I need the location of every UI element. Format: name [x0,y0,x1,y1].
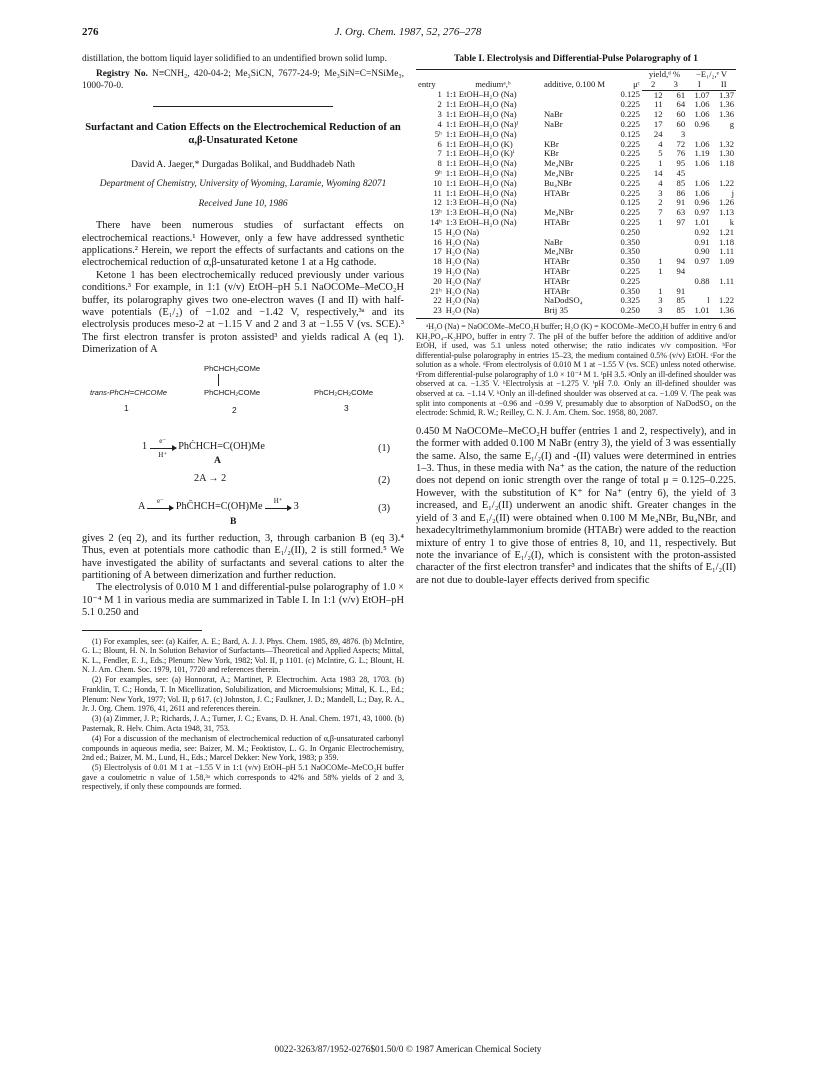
cell-eI: 0.97 [694,207,710,218]
cell-eII: 1.11 [719,246,734,257]
cell-additive: HTABr [543,256,570,267]
cell-medium: 1:1 EtOH–H₂O (K)ⁱ [445,148,515,159]
cell-eII: 1.32 [718,138,734,149]
cell-additive: KBr [543,138,559,149]
cell-eII: 1.30 [718,148,734,159]
cell-y2: 1 [658,285,663,296]
eq3-number: (3) [378,502,390,514]
previous-article-tail: distillation, the bottom liquid layer solidified to an undentified brown solid lump. [82,54,387,64]
compound-number-2: 2 [232,404,237,415]
cell-medium: H₂O (Na)ᶠ [445,275,481,286]
cell-additive: Me₄NBr [543,158,574,169]
cell-eI: 1.06 [694,99,710,110]
cell-entry: 22 [433,295,442,306]
cell-entry: 15 [433,226,442,237]
cell-entry: 20 [433,275,442,286]
footnotes [82,637,404,793]
cell-y3: 91 [676,197,686,208]
col-entry: entry [416,70,444,91]
eq1-label-A: A [214,454,221,466]
cell-mu: 0.325 [620,295,640,306]
equation-1 [82,436,404,467]
journal-citation: J. Org. Chem. 1987, 52, 276–278 [334,26,482,38]
cell-y3: 3 [680,128,686,139]
cell-eII: 1.36 [712,306,736,318]
cell-entry: 12 [433,197,442,208]
cell-y3 [665,238,688,248]
cell-y2: 17 [653,118,663,129]
cell-entry: 19 [433,265,442,276]
col-e-I: I [687,80,711,90]
cell-eII: k [729,216,734,227]
cell-medium: 1:3 EtOH–H₂O (Na) [445,197,517,208]
cell-eII: 1.36 [718,99,734,110]
cell-entry: 11 [433,187,442,198]
cell-medium: 1:1 EtOH–H₂O (Na) [445,89,517,100]
cell-medium: H₂O (Na) [445,236,480,247]
cell-y3: 63 [676,207,686,218]
cell-mu: 0.125 [620,89,640,100]
eq2-number: (2) [378,474,390,486]
cell-mu: 0.225 [620,216,640,227]
cell-medium: H₂O (Na) [445,295,480,306]
cell-additive: Me₄NBr [543,207,574,218]
col-yield-3: 3 [665,80,688,90]
cell-medium: 1:1 EtOH–H₂O (Na) [445,167,517,178]
col-yield: yield,ᵈ % [642,70,687,80]
cell-y3: 91 [676,285,686,296]
registry-label: Registry No. [96,69,148,80]
cell-additive: HTABr [543,275,570,286]
cell-additive: KBr [543,148,559,159]
cell-medium: 1:1 EtOH–H₂O (K) [445,138,513,149]
cell-eII: 1.18 [718,158,734,169]
cell-mu: 0.225 [620,109,640,120]
cell-additive: HTABr [543,265,570,276]
cell-y2: 14 [653,167,663,178]
cell-medium: 1:1 EtOH–H₂O (Na) [445,187,517,198]
cell-mu: 0.225 [620,118,640,129]
footnote-3: (3) (a) Zimmer, J. P.; Richards, J. A.; Turner, J. C.; Evans, D. H. Anal. Chem. 1971, 43, 1000. (b) Pasternak, R. Helv. Chim. Acta 1948, 31, 753. [82,714,404,733]
cell-additive: Bu₄NBr [543,177,572,188]
cell-y3: 95 [676,158,686,169]
cell-y2 [642,228,665,238]
cell-eII: 1.13 [718,207,734,218]
structure-dimer-bottom: PhCHCH₂COMe [204,387,261,397]
cell-entry: 14ʰ [430,216,442,227]
structure-1: trans-PhCH=CHCOMe [90,387,168,397]
cell-eI: 1.06 [694,187,710,198]
footnote-4: (4) For a discussion of the mechanism of electrochemical reduction of α,β-unsaturated carbonyl compounds in aqueous media, see: Baizer, M. M.; Feoktistov, L. G. In Organic Electrochemistry, 2nd ed.; Baizer, M. M., Lund, H., Eds.; Marcel Dekker: New York, 1983; p 359. [82,733,404,763]
cell-y3: 86 [676,187,686,198]
cell-mu: 0.225 [620,207,640,218]
cell-mu: 0.225 [620,138,640,149]
cell-medium: H₂O (Na) [445,265,480,276]
cell-y2 [642,238,665,248]
cell-eI: 1.06 [694,158,710,169]
cell-entry: 23 [416,306,444,318]
cell-eI: 0.88 [694,275,710,286]
eq3-arrow-1: e⁻ [147,502,173,509]
cell-y2: 3 [642,306,665,318]
col-medium: mediumᵃ,ᵇ [444,70,542,91]
article-separator [153,106,333,107]
cell-y2: 12 [653,109,663,120]
registry-text: N≡CNH₂, 420-04-2; Me₃SiCN, 7677-24-9; Me₃SiN=C=NSiMe₃, 1000-70-0. [82,69,404,91]
table-row [416,306,736,318]
cell-additive [542,90,612,100]
cell-medium: 1:1 EtOH–H₂O (Na) [445,109,517,120]
eq1-reactant: 1 [142,440,148,452]
cell-additive: NaBr [543,236,563,247]
eq1-arrow: $\frac{e^-}{H^+}$ [150,442,176,449]
received-date: Received June 10, 1986 [198,198,288,209]
cell-mu: 0.225 [620,148,640,159]
results-table [416,69,736,319]
cell-y3: 45 [676,167,686,178]
cell-mu: 0.225 [620,275,640,286]
cell-eII: 1.09 [718,256,734,267]
eq3-reactant: A [138,500,145,512]
cell-entry: 13ʰ [430,207,442,218]
cell-medium: 1:3 EtOH–H₂O (Na) [445,207,517,218]
compound-number-3: 3 [344,402,349,413]
cell-medium: H₂O (Na) [445,256,480,267]
cell-y2: 3 [658,187,663,198]
eq2-body: 2A → 2 [194,472,227,484]
cell-y2: 1 [658,158,663,169]
table-title: Table I. Electrolysis and Differential-Pulse Polarography of 1 [454,54,698,64]
cell-eI: 1.06 [694,177,710,188]
page-footer: 0022-3263/87/1952-0276$01.50/0 © 1987 American Chemical Society [274,1045,542,1055]
cell-y2: 1 [658,265,663,276]
right-column [416,54,736,587]
cell-mu: 0.125 [620,128,640,139]
cell-additive: HTABr [543,187,570,198]
cell-mu: 0.225 [620,177,640,188]
cell-additive: HTABr [543,285,570,296]
cell-eI: 1.19 [694,148,710,159]
cell-medium: H₂O (Na) [445,246,480,257]
cell-eII: 1.21 [718,226,734,237]
cell-eII: 1.11 [719,275,734,286]
cell-y3: 85 [665,306,688,318]
article-authors: David A. Jaeger,* Durgadas Bolikal, and Buddhadeb Nath [131,159,355,171]
cell-mu: 0.225 [620,158,640,169]
cell-additive: NaBr [543,118,563,129]
cell-entry: 3 [437,109,442,120]
cell-y3: 94 [676,256,686,267]
cell-medium: H₂O (Na) [444,306,542,318]
cell-mu: 0.225 [620,187,640,198]
footnote-1: (1) For examples, see: (a) Kaifer, A. E.; Bard, A. J. J. Phys. Chem. 1985, 89, 4876. (b) McIntire, G. L.; Blount, H. N. In Solution Behavior of Surfactants—Theoretical and Applied Aspects; Mittal, K. L., Fendler, E. J., Eds.; Plenum: New York, 1982; Vol. II, p 1101. (c) McIntire, G. L.; Blount, H. N. J. Am. Chem. Soc. 1979, 101, 7720 and references therein. [82,636,404,675]
cell-additive: HTABr [543,216,570,227]
body-paragraph-5: 0.450 M NaOCOMe–MeCO₂H buffer (entries 1 and 2, respectively), and in the former with added 0.100 M NaBr (entry 3), the yield of 3 was essentially the same. Also, the same E₁/₂(I) and -(II) values were determined in entries 1–3. Thus, in these media with Na⁺ as the cation, the nature of the reduction does not depend on ionic strength over the range of total μ = 0.125–0.225. However, with the substitution of K⁺ for Na⁺ (entry 6), the yield of 3 increased, and E₁/₂(II) underwent an anodic shift. Greater changes in the yield of 3 and E₁/₂(II) were obtained when 0.100 M Me₄NBr, Bu₄NBr, and hexadecyltrimethylammonium bromide (HTABr) were added to the reaction mixture of entry 1 to give those of entries 8, 10, and 11, respectively. But note the invariance of E₁/₂(I), which is consistent with the proton-assisted character of the first electron transfer³ and indicates that the shifts of E₁/₂(II) are not due to double-layer effects derived from specific [416,425,736,586]
body-paragraph-4: The electrolysis of 0.010 M 1 and differential-pulse polarography of 1.0 × 10⁻⁴ M 1 in various media are summarized in Table I. In 1:1 (v/v) EtOH–pH 5.1 0.250 and [82,582,404,619]
cell-y3: 72 [676,138,686,149]
cell-mu: 0.350 [620,256,640,267]
cell-mu: 0.225 [620,167,640,178]
cell-eI: 1.06 [694,109,710,120]
eq1-number: (1) [378,442,390,454]
eq1-product: PhĊHCH=C(OH)Me [178,440,265,452]
cell-y2: 3 [658,295,663,306]
cell-mu: 0.350 [620,236,640,247]
footnote-2: (2) For examples, see: (a) Honnorat, A.; Martinet, P. Electrochim. Acta 1983 28, 1703. (b) Franklin, T. C.; Honda, T. In Micellization, Solubilization, and Microemulsions; Mittal, K. L., Ed.; Plenum: New York, 1977; Vol. II, p 617. (c) Johnston, J. C.; Faulkner, J. D.; Mandell, L.; Day, R. A., Jr. J. Org. Chem. 1976, 41, 2611 and references therein. [82,675,404,714]
cell-entry: 4 [437,118,442,129]
col-e-II: II [712,80,736,90]
cell-y2: 4 [658,138,663,149]
registry-numbers [82,69,404,92]
body-paragraph-3: gives 2 (eq 2), and its further reduction, 3, through carbanion B (eq 3).⁴ Thus, even at potentials more cathodic than E₁/₂(II), 2 is still formed.⁵ We have investigated the ability of surfactants and several cations to alter the partitioning of A between dimerization and further reduction. [82,532,404,581]
cell-eII: 1.22 [718,177,734,188]
body-paragraph-1: There have been numerous studies of surfactant effects on electrochemical reactions.¹ However, only a few have addressed synthetic applications.² Herein, we report the effects of surfactants and cations on the electrochemical reduction of α,β-unsaturated ketone 1 at a Hg cathode. [82,220,404,269]
article-affiliation: Department of Chemistry, University of Wyoming, Laramie, Wyoming 82071 [99,178,387,189]
cell-y3: 85 [676,177,686,188]
running-header [82,26,734,42]
cell-medium: H₂O (Na) [445,226,480,237]
cell-eI: 0.96 [694,197,710,208]
cell-y2: 2 [658,197,663,208]
cell-entry: 8 [437,158,442,169]
cell-entry: 1 [437,89,442,100]
cell-eI: 1.06 [694,138,710,149]
cell-eI: 0.91 [694,236,710,247]
cell-additive: NaBr [543,109,563,120]
cell-mu: 0.250 [612,306,642,318]
cell-medium: 1:1 EtOH–H₂O (Na) [445,128,517,139]
cell-y2: 7 [658,207,663,218]
equation-2 [82,473,404,491]
cell-entry: 6 [437,138,442,149]
cell-y2: 5 [658,148,663,159]
article-title: Surfactant and Cation Effects on the Electrochemical Reduction of an α,β-Unsaturated Ketone [85,122,401,147]
eq3-product: 3 [293,500,299,512]
cell-y3: 97 [676,216,686,227]
cell-medium: 1:1 EtOH–H₂O (Na) [445,158,517,169]
table-footnotes: ᵃH₂O (Na) = NaOCOMe–MeCO₂H buffer; H₂O (K) = KOCOMe–MeCO₂H buffer in entry 6 and KH₂PO₄–K₂HPO₄ buffer in entry 7. The pH of the buffer before the addition of additive and/or EtOH, if used, was 5.1 unless noted otherwise; the ratio indicates v/v composition. ᵇFor differential-pulse polarography in entries 15–23, the medium contained 0.5% (v/v) EtOH. ᶜFor the solution as a whole. ᵈFrom electrolysis of 0.010 M 1 at −1.55 V (vs. SCE) unless noted otherwise. ᵉFrom differential-pulse polarography of 1.0 × 10⁻⁴ M 1. ᶠpH 3.5. ᵍOnly an ill-defined shoulder was observed at ca. −1.35 V. ʰElectrolysis at −1.275 V. ⁱpH 7.0. ʲOnly an ill-defined shoulder was observed at ca. −1.14 V. ᵏOnly an ill-defined shoulder was observed at ca. −1.09 V. ˡThe peak was split into components at −0.96 and −0.99 V, presumably due to absorption of NaDodSO₄ on the electrode: Schmid, R. W.; Reilley, C. N. J. Am. Chem. Soc. 1958, 80, 2087. [416,321,736,418]
cell-eI: 1.07 [694,89,710,100]
cell-y2: 1 [658,216,663,227]
cell-additive: Me₄NBr [543,246,574,257]
table-notes [416,322,736,418]
cell-eI: l [707,295,710,306]
cell-y3: 60 [676,118,686,129]
cell-eI: 0.92 [694,226,710,237]
cell-entry: 9ʰ [434,167,442,178]
cell-entry: 16 [433,236,442,247]
cell-y3: 64 [676,99,686,110]
cell-eI: 0.96 [694,118,710,129]
cell-additive: Me₄NBr [543,167,574,178]
eq3-label-B: B [230,515,237,527]
footnote-5: (5) Electrolysis of 0.01 M 1 at −1.55 V in 1:1 (v/v) EtOH–pH 5.1 NaOCOMe–MeCO₂H buffer gave a coulometric n value of 1.58,³ᵃ which corresponds to 42% and 58% yields of 2 and 3, respectively, if only these compounds are formed. [82,763,404,792]
cell-y2: 24 [653,128,663,139]
cell-eII: 1.22 [718,295,734,306]
col-mu: μᶜ [612,70,642,91]
cell-mu: 0.350 [620,246,640,257]
col-yield-2: 2 [642,80,665,90]
eq3-intermediate: PhC̄HCH=C(OH)Me [175,500,263,512]
cell-mu: 0.225 [620,265,640,276]
cell-y3 [665,228,688,238]
cell-eII: 1.26 [718,197,734,208]
cell-entry: 5ʰ [434,128,442,139]
dimer-bond [218,374,219,386]
cell-mu: 0.125 [620,197,640,208]
page-number: 276 [82,26,99,38]
left-column [82,54,404,793]
structure-3: PhCH₂CH₂COMe [314,387,374,397]
cell-y3: 76 [676,148,686,159]
cell-medium: 1:3 EtOH–H₂O (Na) [445,216,517,227]
cell-y3: 85 [676,295,686,306]
cell-entry: 10 [433,177,442,188]
equation-3 [82,496,404,529]
cell-eI: 1.01 [687,306,711,318]
cell-eII: g [729,118,734,129]
cell-y2: 1 [658,256,663,267]
compound-number-1: 1 [124,402,129,413]
eq3-arrow-2: H⁺ [265,502,291,509]
cell-medium: 1:1 EtOH–H₂O (Na) [445,177,517,188]
cell-additive: Brij 35 [542,306,612,318]
cell-entry: 2 [437,99,442,110]
body-paragraph-2: Ketone 1 has been electrochemically reduced previously under various conditions.³ For example, in 1:1 (v/v) EtOH–pH 5.1 NaOCOMe–MeCO₂H buffer, its polarography gives two one-electron waves (I and II) with half-wave potentials (E₁/₂) of −1.02 and −1.42 V, respectively,³ᵃ and its electrolysis produces meso-2 at −1.15 V and 2 and 3 at −1.55 V (vs. SCE).³ The first electron transfer is proton assisted³ and yields radical A (eq 1). Dimerization of A [82,269,404,356]
cell-eI: 0.90 [694,246,710,257]
cell-medium: H₂O (Na) [445,285,480,296]
structure-scheme [82,363,404,435]
footnote-separator [82,630,202,631]
cell-medium: 1:1 EtOH–H₂O (Na)ᶠ [445,118,519,129]
cell-eI: 1.01 [694,216,710,227]
col-additive: additive, 0.100 M [542,70,612,91]
cell-y3: 94 [676,265,686,276]
cell-eII: 1.36 [718,109,734,120]
cell-y3: 60 [676,109,686,120]
cell-entry: 17 [433,246,442,257]
cell-y3: 61 [676,89,686,100]
cell-entry: 18 [433,256,442,267]
cell-additive: NaDodSO₄ [543,295,583,306]
cell-entry: 21ʰ [430,285,442,296]
cell-y2: 4 [658,177,663,188]
cell-mu: 0.225 [620,99,640,110]
cell-y2: 11 [654,99,663,110]
cell-y2: 12 [653,89,663,100]
cell-medium: 1:1 EtOH–H₂O (Na) [445,99,517,110]
col-e12: −E₁/₂,ᵉ V [687,70,736,80]
cell-mu: 0.250 [620,226,640,237]
structure-dimer-top: PhCHCH₂COMe [204,363,261,373]
cell-eII: 1.18 [718,236,734,247]
cell-eI: 0.97 [694,256,710,267]
cell-entry: 7 [437,148,442,159]
cell-mu: 0.350 [620,285,640,296]
cell-eII: 1.37 [718,89,734,100]
cell-eII: j [731,187,734,198]
